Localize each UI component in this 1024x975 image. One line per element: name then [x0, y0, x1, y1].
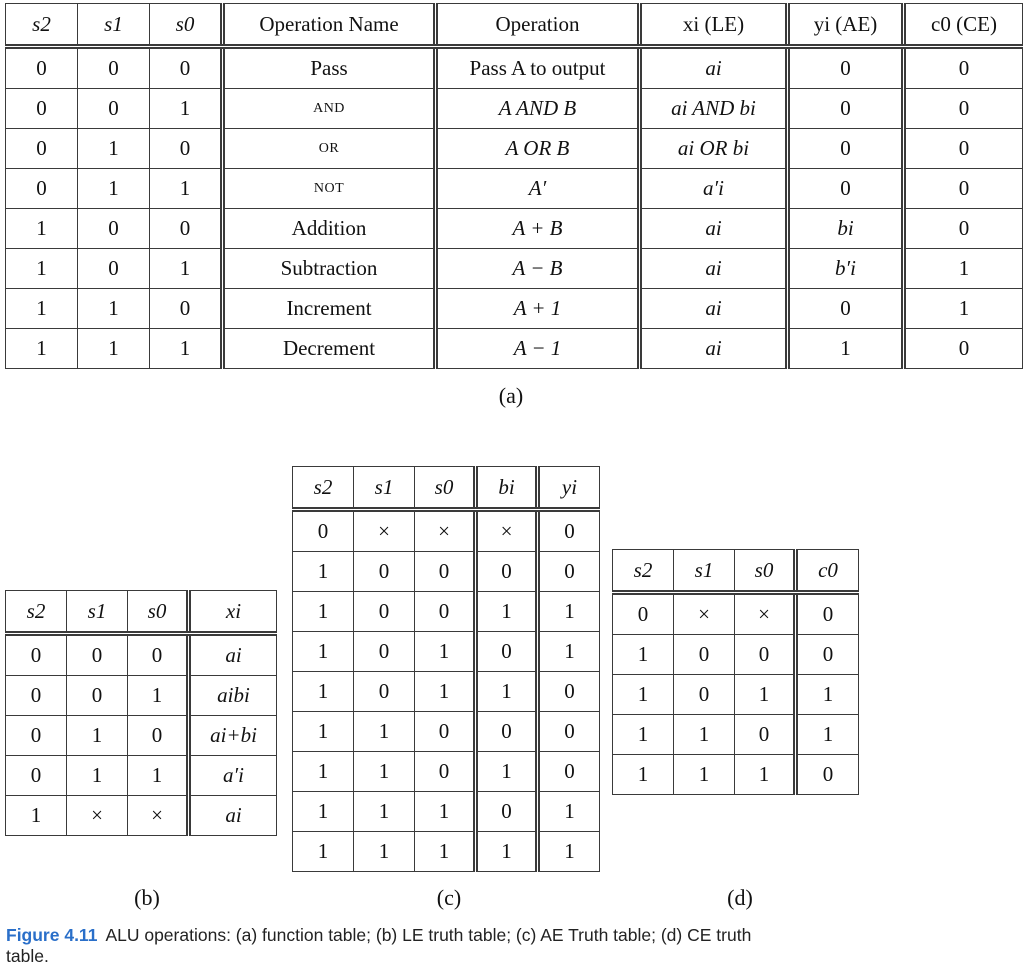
- table-row: [6, 169, 1023, 209]
- cell: ×: [128, 796, 189, 836]
- cell: b′i: [788, 249, 904, 289]
- cell: 1: [6, 249, 78, 289]
- header-s1: s1: [354, 467, 415, 510]
- cell: 1: [476, 832, 538, 872]
- cell: 1: [904, 289, 1023, 329]
- table-row: [6, 249, 1023, 289]
- cell: 1: [415, 632, 476, 672]
- cell: 1: [415, 792, 476, 832]
- table-row: [613, 675, 859, 715]
- table-row: [6, 329, 1023, 369]
- header-yi: yi: [538, 467, 600, 510]
- cell: 1: [476, 672, 538, 712]
- cell: 1: [538, 592, 600, 632]
- cell: 1: [354, 792, 415, 832]
- cell: 1: [293, 712, 354, 752]
- table-row: [293, 792, 600, 832]
- cell: 0: [538, 752, 600, 792]
- header-s1: s1: [674, 550, 735, 593]
- cell: 0: [6, 634, 67, 676]
- cell: 1: [354, 832, 415, 872]
- cell: 0: [67, 634, 128, 676]
- cell: ×: [674, 593, 735, 635]
- cell: 1: [78, 169, 150, 209]
- cell: ai OR bi: [640, 129, 788, 169]
- table-row: [613, 593, 859, 635]
- cell: Pass A to output: [436, 47, 640, 89]
- cell: 1: [150, 329, 223, 369]
- cell: 0: [476, 712, 538, 752]
- cell: ai: [640, 209, 788, 249]
- cell: 1: [674, 715, 735, 755]
- cell: 0: [538, 672, 600, 712]
- figure-number: Figure 4.11: [6, 925, 98, 945]
- cell: 0: [538, 510, 600, 552]
- cell: bi: [788, 209, 904, 249]
- cell: ai: [189, 796, 277, 836]
- cell: 1: [128, 676, 189, 716]
- cell: 1: [6, 209, 78, 249]
- table-row: [6, 129, 1023, 169]
- cell: A + 1: [436, 289, 640, 329]
- cell: ×: [67, 796, 128, 836]
- subfigure-label-d: (d): [727, 885, 753, 910]
- cell: 1: [538, 832, 600, 872]
- cell: ai+bi: [189, 716, 277, 756]
- cell: a′i: [640, 169, 788, 209]
- cell: ai: [640, 249, 788, 289]
- table-row: [293, 592, 600, 632]
- cell: 1: [6, 796, 67, 836]
- cell: 1: [6, 289, 78, 329]
- header-operation: Operation: [436, 4, 640, 47]
- header-c0-ce: c0 (CE): [904, 4, 1023, 47]
- cell: NOT: [223, 169, 436, 209]
- cell: 0: [904, 209, 1023, 249]
- cell: 1: [150, 169, 223, 209]
- cell: 1: [293, 792, 354, 832]
- cell: 1: [78, 329, 150, 369]
- cell: 1: [415, 832, 476, 872]
- cell: 1: [78, 129, 150, 169]
- function-table-header: [6, 4, 1023, 47]
- cell: 0: [788, 89, 904, 129]
- cell: Addition: [223, 209, 436, 249]
- cell: 0: [415, 712, 476, 752]
- cell: 0: [674, 675, 735, 715]
- table-row: [6, 756, 277, 796]
- cell: A OR B: [436, 129, 640, 169]
- header-s2: s2: [6, 591, 67, 634]
- cell: 1: [735, 675, 796, 715]
- subfigure-label-b: (b): [134, 885, 160, 910]
- cell: 0: [150, 289, 223, 329]
- cell: 0: [735, 715, 796, 755]
- cell: A′: [436, 169, 640, 209]
- cell: ×: [415, 510, 476, 552]
- header-s2: s2: [293, 467, 354, 510]
- cell: 0: [476, 632, 538, 672]
- cell: 0: [788, 129, 904, 169]
- cell: 1: [796, 675, 859, 715]
- header-c0: c0: [796, 550, 859, 593]
- cell: 1: [788, 329, 904, 369]
- cell: 1: [796, 715, 859, 755]
- cell: 0: [6, 47, 78, 89]
- function-table: [5, 3, 1023, 369]
- cell: 1: [613, 675, 674, 715]
- table-row: [613, 635, 859, 675]
- cell: 0: [613, 593, 674, 635]
- cell: 0: [128, 716, 189, 756]
- cell: 1: [128, 756, 189, 796]
- cell: 0: [6, 676, 67, 716]
- header-xi-le: xi (LE): [640, 4, 788, 47]
- cell: 1: [293, 752, 354, 792]
- cell: 0: [354, 632, 415, 672]
- cell: 0: [788, 289, 904, 329]
- cell: 1: [538, 632, 600, 672]
- cell: 1: [6, 329, 78, 369]
- header-s1: s1: [67, 591, 128, 634]
- cell: 0: [150, 47, 223, 89]
- caption-text: ALU operations: (a) function table; (b) LE truth table; (c) AE Truth table; (d) CE truth table.: [6, 925, 752, 966]
- cell: 0: [796, 635, 859, 675]
- cell: A + B: [436, 209, 640, 249]
- cell: 0: [128, 634, 189, 676]
- cell: OR: [223, 129, 436, 169]
- header-operation-name: Operation Name: [223, 4, 436, 47]
- cell: 0: [354, 592, 415, 632]
- cell: 0: [78, 209, 150, 249]
- cell: 0: [904, 47, 1023, 89]
- cell: 0: [788, 47, 904, 89]
- figure-caption: [6, 925, 786, 967]
- table-row: [293, 632, 600, 672]
- cell: ai: [640, 47, 788, 89]
- cell: 1: [78, 289, 150, 329]
- table-row: [293, 752, 600, 792]
- cell: 0: [6, 756, 67, 796]
- header-s0: s0: [415, 467, 476, 510]
- cell: 0: [415, 752, 476, 792]
- cell: 0: [796, 755, 859, 795]
- cell: A − B: [436, 249, 640, 289]
- cell: 0: [354, 552, 415, 592]
- cell: A AND B: [436, 89, 640, 129]
- table-row: [293, 712, 600, 752]
- cell: 0: [538, 552, 600, 592]
- header-s0: s0: [128, 591, 189, 634]
- cell: 0: [904, 169, 1023, 209]
- header-s2: s2: [613, 550, 674, 593]
- cell: 1: [67, 756, 128, 796]
- cell: 0: [78, 89, 150, 129]
- cell: 0: [6, 169, 78, 209]
- le-truth-table: [5, 590, 277, 836]
- cell: Pass: [223, 47, 436, 89]
- table-row: [293, 832, 600, 872]
- cell: 0: [904, 129, 1023, 169]
- cell: 1: [293, 632, 354, 672]
- table-row: [6, 634, 277, 676]
- cell: 0: [788, 169, 904, 209]
- cell: 0: [796, 593, 859, 635]
- cell: ai: [640, 329, 788, 369]
- cell: 0: [904, 89, 1023, 129]
- subfigure-label-c: (c): [436, 885, 462, 910]
- cell: 0: [6, 89, 78, 129]
- cell: 1: [293, 592, 354, 632]
- cell: 1: [476, 752, 538, 792]
- cell: 0: [415, 552, 476, 592]
- cell: ×: [735, 593, 796, 635]
- cell: aibi: [189, 676, 277, 716]
- header-yi-ae: yi (AE): [788, 4, 904, 47]
- cell: Increment: [223, 289, 436, 329]
- cell: Subtraction: [223, 249, 436, 289]
- cell: ai: [640, 289, 788, 329]
- cell: 0: [476, 792, 538, 832]
- cell: 0: [354, 672, 415, 712]
- cell: 1: [67, 716, 128, 756]
- cell: 0: [78, 249, 150, 289]
- table-row: [6, 47, 1023, 89]
- cell: AND: [223, 89, 436, 129]
- cell: 0: [415, 592, 476, 632]
- cell: ai: [189, 634, 277, 676]
- cell: 1: [293, 832, 354, 872]
- cell: 1: [613, 715, 674, 755]
- header-s0: s0: [735, 550, 796, 593]
- subfigure-label-a: (a): [498, 383, 524, 408]
- cell: 1: [735, 755, 796, 795]
- table-row: [613, 755, 859, 795]
- header-s1: s1: [78, 4, 150, 47]
- table-row: [6, 716, 277, 756]
- cell: 1: [538, 792, 600, 832]
- ae-truth-table: [292, 466, 600, 872]
- cell: 0: [674, 635, 735, 675]
- cell: 0: [904, 329, 1023, 369]
- cell: 1: [415, 672, 476, 712]
- ce-truth-table: [612, 549, 859, 795]
- cell: 1: [476, 592, 538, 632]
- cell: 0: [538, 712, 600, 752]
- cell: 1: [293, 552, 354, 592]
- cell: 0: [6, 716, 67, 756]
- cell: 0: [67, 676, 128, 716]
- table-row: [6, 676, 277, 716]
- table-row: [293, 672, 600, 712]
- cell: ×: [476, 510, 538, 552]
- cell: 1: [613, 635, 674, 675]
- cell: 1: [150, 249, 223, 289]
- cell: 1: [293, 672, 354, 712]
- header-s2: s2: [6, 4, 78, 47]
- header-bi: bi: [476, 467, 538, 510]
- cell: 1: [150, 89, 223, 129]
- header-s0: s0: [150, 4, 223, 47]
- cell: ai AND bi: [640, 89, 788, 129]
- table-row: [293, 552, 600, 592]
- cell: 1: [674, 755, 735, 795]
- table-row: [6, 289, 1023, 329]
- cell: 0: [150, 209, 223, 249]
- cell: 1: [354, 752, 415, 792]
- cell: 1: [354, 712, 415, 752]
- table-row: [6, 89, 1023, 129]
- table-row: [293, 510, 600, 552]
- cell: 0: [735, 635, 796, 675]
- table-row: [613, 715, 859, 755]
- cell: 0: [293, 510, 354, 552]
- cell: ×: [354, 510, 415, 552]
- cell: 1: [613, 755, 674, 795]
- cell: 0: [476, 552, 538, 592]
- cell: Decrement: [223, 329, 436, 369]
- cell: 0: [78, 47, 150, 89]
- cell: 0: [6, 129, 78, 169]
- cell: 1: [904, 249, 1023, 289]
- table-row: [6, 796, 277, 836]
- cell: a′i: [189, 756, 277, 796]
- cell: A − 1: [436, 329, 640, 369]
- header-xi: xi: [189, 591, 277, 634]
- cell: 0: [150, 129, 223, 169]
- table-row: [6, 209, 1023, 249]
